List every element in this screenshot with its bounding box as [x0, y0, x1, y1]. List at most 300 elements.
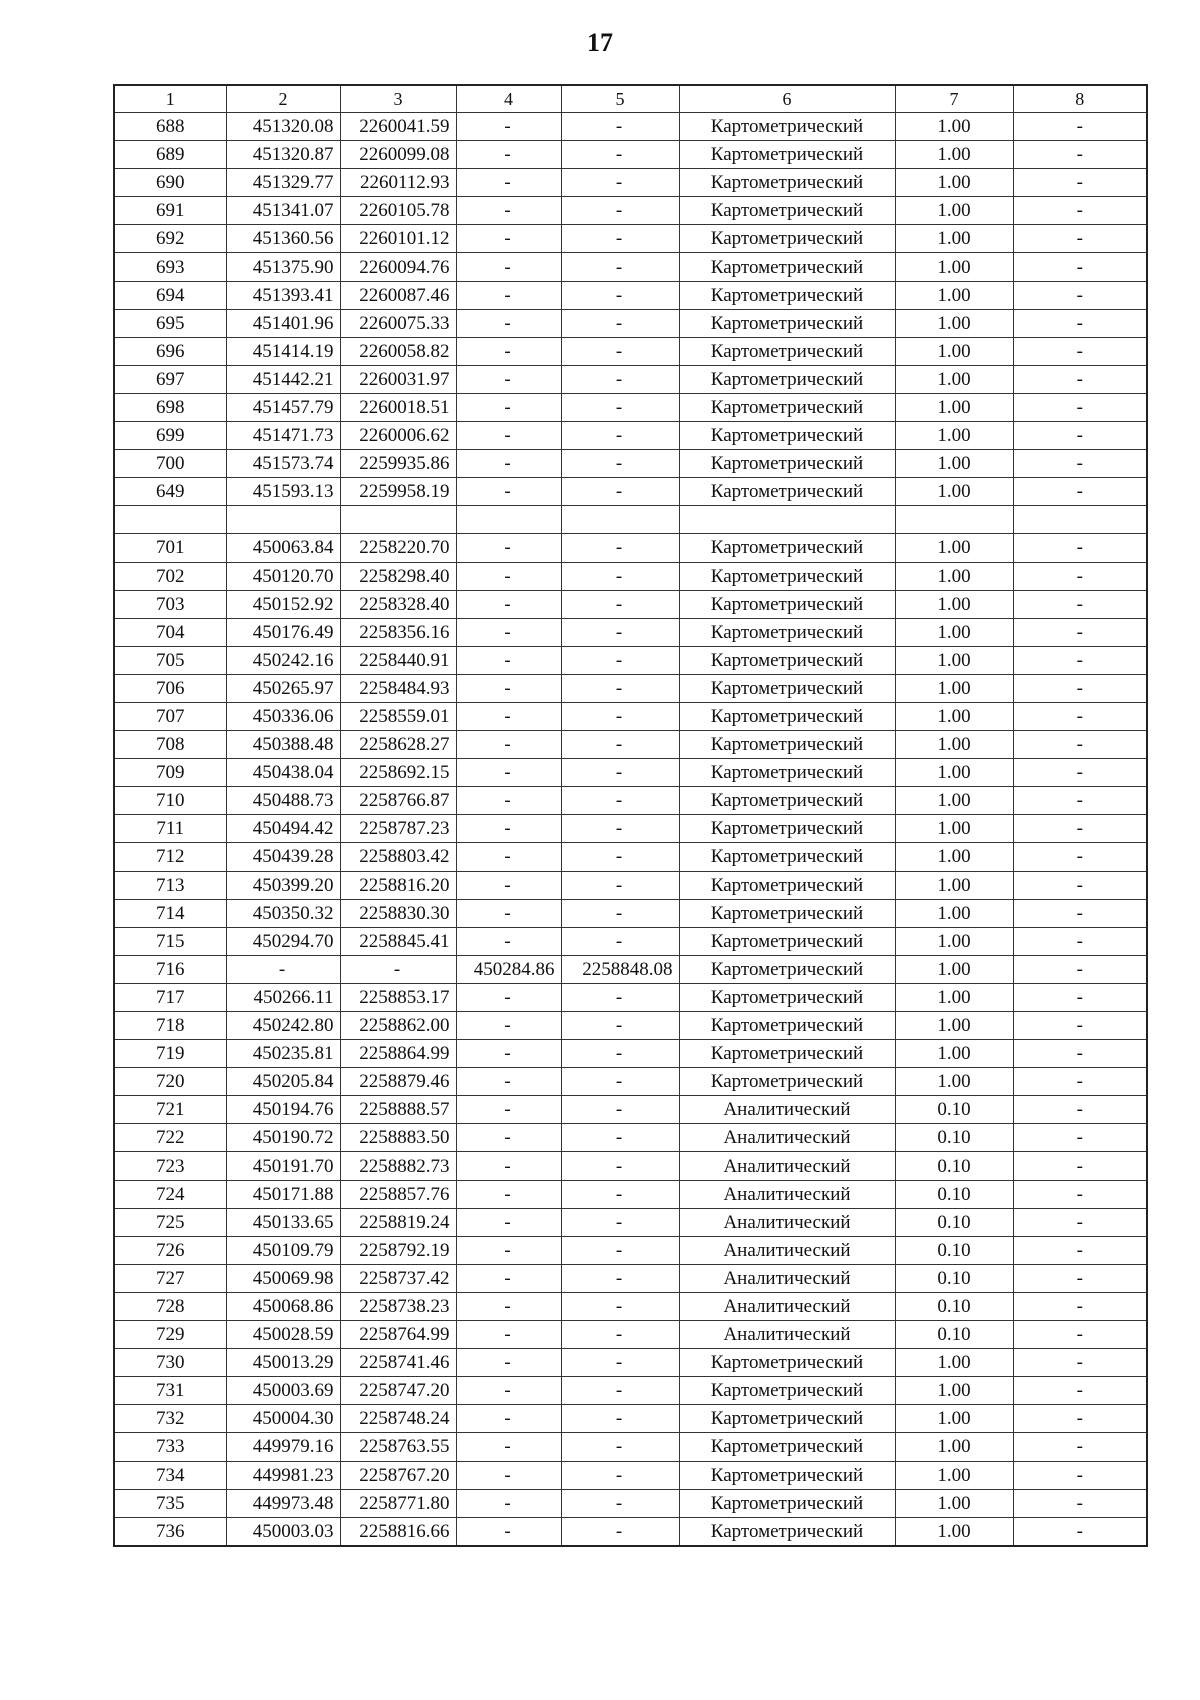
method-cell: Картометрический [679, 225, 895, 253]
method-cell: Аналитический [679, 1236, 895, 1264]
x-coordinate-cell: 450028.59 [226, 1321, 340, 1349]
accuracy-cell: 1.00 [895, 113, 1013, 141]
y-coordinate-cell: - [340, 955, 456, 983]
description-cell: - [1013, 787, 1147, 815]
x-new-coordinate-cell: - [456, 365, 561, 393]
y-coordinate-cell: 2258792.19 [340, 1236, 456, 1264]
accuracy-cell: 1.00 [895, 253, 1013, 281]
y-coordinate-cell: 2258816.20 [340, 871, 456, 899]
accuracy-cell: 1.00 [895, 1377, 1013, 1405]
x-new-coordinate-cell: - [456, 478, 561, 506]
point-number-cell: 714 [114, 899, 226, 927]
x-coordinate-cell: 450004.30 [226, 1405, 340, 1433]
y-coordinate-cell: 2259958.19 [340, 478, 456, 506]
x-new-coordinate-cell: - [456, 646, 561, 674]
point-number-cell: 703 [114, 590, 226, 618]
table-row [114, 983, 1147, 1011]
y-coordinate-cell: 2258737.42 [340, 1264, 456, 1292]
description-cell: - [1013, 759, 1147, 787]
method-cell: Аналитический [679, 1208, 895, 1236]
accuracy-cell: 0.10 [895, 1208, 1013, 1236]
table-row [114, 843, 1147, 871]
method-cell: Картометрический [679, 169, 895, 197]
y-new-coordinate-cell: - [561, 1264, 679, 1292]
y-coordinate-cell: 2258787.23 [340, 815, 456, 843]
method-cell: Картометрический [679, 253, 895, 281]
x-new-coordinate-cell: - [456, 899, 561, 927]
x-coordinate-cell: 450120.70 [226, 562, 340, 590]
description-cell: - [1013, 113, 1147, 141]
table-row [114, 702, 1147, 730]
x-coordinate-cell: 451442.21 [226, 365, 340, 393]
accuracy-cell: 1.00 [895, 1405, 1013, 1433]
x-coordinate-cell: 451414.19 [226, 337, 340, 365]
y-new-coordinate-cell: - [561, 843, 679, 871]
description-cell: - [1013, 1096, 1147, 1124]
method-cell: Картометрический [679, 562, 895, 590]
y-new-coordinate-cell [561, 506, 679, 534]
x-coordinate-cell [226, 506, 340, 534]
table-row [114, 309, 1147, 337]
method-cell: Аналитический [679, 1152, 895, 1180]
accuracy-cell: 1.00 [895, 1433, 1013, 1461]
y-coordinate-cell: 2260094.76 [340, 253, 456, 281]
x-new-coordinate-cell: - [456, 113, 561, 141]
method-cell: Картометрический [679, 393, 895, 421]
x-coordinate-cell: 451320.87 [226, 141, 340, 169]
accuracy-cell: 1.00 [895, 1349, 1013, 1377]
x-coordinate-cell: 451360.56 [226, 225, 340, 253]
table-row [114, 1096, 1147, 1124]
point-number-cell: 692 [114, 225, 226, 253]
point-number-cell: 711 [114, 815, 226, 843]
table-row [114, 1461, 1147, 1489]
x-new-coordinate-cell: - [456, 1040, 561, 1068]
description-cell: - [1013, 1040, 1147, 1068]
x-coordinate-cell: - [226, 955, 340, 983]
accuracy-cell: 1.00 [895, 1517, 1013, 1546]
accuracy-cell: 1.00 [895, 899, 1013, 927]
y-new-coordinate-cell: - [561, 365, 679, 393]
point-number-cell: 688 [114, 113, 226, 141]
accuracy-cell: 1.00 [895, 169, 1013, 197]
description-cell: - [1013, 1321, 1147, 1349]
x-coordinate-cell: 450266.11 [226, 983, 340, 1011]
point-number-cell: 727 [114, 1264, 226, 1292]
y-new-coordinate-cell: - [561, 281, 679, 309]
x-coordinate-cell: 450399.20 [226, 871, 340, 899]
y-new-coordinate-cell: - [561, 787, 679, 815]
method-cell: Картометрический [679, 815, 895, 843]
description-cell: - [1013, 281, 1147, 309]
accuracy-cell: 1.00 [895, 393, 1013, 421]
y-coordinate-cell: 2260031.97 [340, 365, 456, 393]
x-coordinate-cell: 450242.80 [226, 1012, 340, 1040]
y-new-coordinate-cell: - [561, 674, 679, 702]
method-cell: Картометрический [679, 702, 895, 730]
x-new-coordinate-cell: - [456, 1180, 561, 1208]
x-coordinate-cell: 451329.77 [226, 169, 340, 197]
x-new-coordinate-cell: - [456, 393, 561, 421]
method-cell: Картометрический [679, 955, 895, 983]
description-cell: - [1013, 1236, 1147, 1264]
accuracy-cell: 0.10 [895, 1236, 1013, 1264]
y-coordinate-cell: 2260105.78 [340, 197, 456, 225]
table-row [114, 506, 1147, 534]
accuracy-cell: 1.00 [895, 955, 1013, 983]
x-new-coordinate-cell: - [456, 871, 561, 899]
table-row [114, 815, 1147, 843]
x-coordinate-cell: 450003.69 [226, 1377, 340, 1405]
column-header-1: 1 [114, 85, 226, 113]
point-number-cell: 695 [114, 309, 226, 337]
point-number-cell: 735 [114, 1489, 226, 1517]
column-header-8: 8 [1013, 85, 1147, 113]
y-new-coordinate-cell: - [561, 309, 679, 337]
method-cell: Картометрический [679, 281, 895, 309]
y-new-coordinate-cell: - [561, 927, 679, 955]
y-coordinate-cell: 2260087.46 [340, 281, 456, 309]
x-coordinate-cell: 450235.81 [226, 1040, 340, 1068]
y-coordinate-cell: 2258220.70 [340, 534, 456, 562]
method-cell: Картометрический [679, 1517, 895, 1546]
description-cell: - [1013, 562, 1147, 590]
point-number-cell: 717 [114, 983, 226, 1011]
x-coordinate-cell: 450190.72 [226, 1124, 340, 1152]
description-cell: - [1013, 393, 1147, 421]
accuracy-cell: 1.00 [895, 731, 1013, 759]
point-number-cell: 713 [114, 871, 226, 899]
y-coordinate-cell: 2260058.82 [340, 337, 456, 365]
x-coordinate-cell: 450068.86 [226, 1292, 340, 1320]
table-row [114, 1405, 1147, 1433]
y-new-coordinate-cell: - [561, 450, 679, 478]
accuracy-cell: 1.00 [895, 1068, 1013, 1096]
y-coordinate-cell: 2258771.80 [340, 1489, 456, 1517]
description-cell: - [1013, 646, 1147, 674]
description-cell: - [1013, 141, 1147, 169]
description-cell: - [1013, 225, 1147, 253]
x-new-coordinate-cell: - [456, 1096, 561, 1124]
y-coordinate-cell: 2258692.15 [340, 759, 456, 787]
accuracy-cell: 1.00 [895, 450, 1013, 478]
point-number-cell: 726 [114, 1236, 226, 1264]
y-coordinate-cell: 2258845.41 [340, 927, 456, 955]
table-row [114, 1012, 1147, 1040]
y-coordinate-cell: 2258864.99 [340, 1040, 456, 1068]
accuracy-cell: 1.00 [895, 674, 1013, 702]
description-cell: - [1013, 534, 1147, 562]
table-row [114, 253, 1147, 281]
method-cell: Картометрический [679, 871, 895, 899]
x-coordinate-cell: 449981.23 [226, 1461, 340, 1489]
y-coordinate-cell: 2260101.12 [340, 225, 456, 253]
y-new-coordinate-cell: - [561, 1096, 679, 1124]
y-new-coordinate-cell: - [561, 702, 679, 730]
point-number-cell: 708 [114, 731, 226, 759]
description-cell: - [1013, 1264, 1147, 1292]
table-row [114, 113, 1147, 141]
table-row [114, 1068, 1147, 1096]
method-cell: Аналитический [679, 1292, 895, 1320]
description-cell: - [1013, 1433, 1147, 1461]
y-coordinate-cell: 2258440.91 [340, 646, 456, 674]
accuracy-cell: 1.00 [895, 197, 1013, 225]
y-new-coordinate-cell: - [561, 1405, 679, 1433]
y-new-coordinate-cell: - [561, 1349, 679, 1377]
accuracy-cell: 1.00 [895, 534, 1013, 562]
table-row [114, 337, 1147, 365]
method-cell: Картометрический [679, 365, 895, 393]
x-new-coordinate-cell: - [456, 927, 561, 955]
method-cell: Картометрический [679, 141, 895, 169]
accuracy-cell: 0.10 [895, 1321, 1013, 1349]
x-new-coordinate-cell: - [456, 169, 561, 197]
description-cell: - [1013, 365, 1147, 393]
y-coordinate-cell: 2258819.24 [340, 1208, 456, 1236]
x-coordinate-cell: 450350.32 [226, 899, 340, 927]
page-number: 17 [587, 28, 613, 57]
y-coordinate-cell: 2258766.87 [340, 787, 456, 815]
x-coordinate-cell: 451593.13 [226, 478, 340, 506]
accuracy-cell: 0.10 [895, 1264, 1013, 1292]
y-new-coordinate-cell: - [561, 759, 679, 787]
x-new-coordinate-cell: - [456, 1433, 561, 1461]
point-number-cell: 702 [114, 562, 226, 590]
y-coordinate-cell: 2258628.27 [340, 731, 456, 759]
table-row [114, 422, 1147, 450]
accuracy-cell: 0.10 [895, 1152, 1013, 1180]
x-new-coordinate-cell: - [456, 197, 561, 225]
y-new-coordinate-cell: - [561, 197, 679, 225]
y-coordinate-cell: 2258888.57 [340, 1096, 456, 1124]
x-new-coordinate-cell: - [456, 1208, 561, 1236]
y-new-coordinate-cell: - [561, 113, 679, 141]
description-cell: - [1013, 674, 1147, 702]
accuracy-cell: 1.00 [895, 927, 1013, 955]
y-new-coordinate-cell: - [561, 1433, 679, 1461]
y-new-coordinate-cell: - [561, 1040, 679, 1068]
x-coordinate-cell: 450488.73 [226, 787, 340, 815]
y-new-coordinate-cell: - [561, 1377, 679, 1405]
x-coordinate-cell: 450133.65 [226, 1208, 340, 1236]
x-coordinate-cell: 451341.07 [226, 197, 340, 225]
method-cell: Картометрический [679, 1068, 895, 1096]
point-number-cell: 705 [114, 646, 226, 674]
table-row [114, 927, 1147, 955]
y-new-coordinate-cell: - [561, 646, 679, 674]
description-cell: - [1013, 815, 1147, 843]
point-number-cell: 716 [114, 955, 226, 983]
x-coordinate-cell: 450191.70 [226, 1152, 340, 1180]
x-new-coordinate-cell: - [456, 1152, 561, 1180]
column-header-7: 7 [895, 85, 1013, 113]
table-row [114, 618, 1147, 646]
y-new-coordinate-cell: - [561, 393, 679, 421]
x-coordinate-cell: 450013.29 [226, 1349, 340, 1377]
y-new-coordinate-cell: - [561, 983, 679, 1011]
y-new-coordinate-cell: - [561, 141, 679, 169]
x-new-coordinate-cell: - [456, 309, 561, 337]
y-new-coordinate-cell: - [561, 225, 679, 253]
y-coordinate-cell: 2258741.46 [340, 1349, 456, 1377]
accuracy-cell: 0.10 [895, 1124, 1013, 1152]
point-number-cell: 722 [114, 1124, 226, 1152]
accuracy-cell: 1.00 [895, 1012, 1013, 1040]
y-coordinate-cell: 2258816.66 [340, 1517, 456, 1546]
x-new-coordinate-cell: - [456, 141, 561, 169]
description-cell: - [1013, 618, 1147, 646]
x-new-coordinate-cell: - [456, 1264, 561, 1292]
y-coordinate-cell: 2258857.76 [340, 1180, 456, 1208]
method-cell: Картометрический [679, 1433, 895, 1461]
accuracy-cell: 1.00 [895, 365, 1013, 393]
x-coordinate-cell: 451573.74 [226, 450, 340, 478]
x-coordinate-cell: 450205.84 [226, 1068, 340, 1096]
x-coordinate-cell: 450194.76 [226, 1096, 340, 1124]
column-header-2: 2 [226, 85, 340, 113]
y-new-coordinate-cell: - [561, 899, 679, 927]
method-cell: Аналитический [679, 1264, 895, 1292]
column-header-3: 3 [340, 85, 456, 113]
x-new-coordinate-cell: - [456, 731, 561, 759]
accuracy-cell: 1.00 [895, 1040, 1013, 1068]
x-new-coordinate-cell: - [456, 422, 561, 450]
point-number-cell: 698 [114, 393, 226, 421]
accuracy-cell: 1.00 [895, 787, 1013, 815]
y-new-coordinate-cell: - [561, 534, 679, 562]
method-cell: Картометрический [679, 590, 895, 618]
point-number-cell: 723 [114, 1152, 226, 1180]
y-new-coordinate-cell: - [561, 1461, 679, 1489]
method-cell: Картометрический [679, 1461, 895, 1489]
y-coordinate-cell: 2258764.99 [340, 1321, 456, 1349]
point-number-cell: 725 [114, 1208, 226, 1236]
table-row [114, 169, 1147, 197]
point-number-cell: 736 [114, 1517, 226, 1546]
accuracy-cell: 0.10 [895, 1096, 1013, 1124]
y-new-coordinate-cell: - [561, 1292, 679, 1320]
x-new-coordinate-cell: - [456, 702, 561, 730]
point-number-cell: 719 [114, 1040, 226, 1068]
table-row [114, 1433, 1147, 1461]
point-number-cell: 707 [114, 702, 226, 730]
description-cell: - [1013, 1349, 1147, 1377]
x-coordinate-cell: 450152.92 [226, 590, 340, 618]
table-row [114, 1349, 1147, 1377]
y-new-coordinate-cell: - [561, 1489, 679, 1517]
y-new-coordinate-cell: - [561, 169, 679, 197]
x-new-coordinate-cell: - [456, 253, 561, 281]
x-coordinate-cell: 451471.73 [226, 422, 340, 450]
y-coordinate-cell: 2258484.93 [340, 674, 456, 702]
y-coordinate-cell: 2258883.50 [340, 1124, 456, 1152]
accuracy-cell [895, 506, 1013, 534]
point-number-cell: 694 [114, 281, 226, 309]
point-number-cell: 731 [114, 1377, 226, 1405]
y-coordinate-cell: 2258328.40 [340, 590, 456, 618]
point-number-cell: 733 [114, 1433, 226, 1461]
y-coordinate-cell: 2258356.16 [340, 618, 456, 646]
point-number-cell: 734 [114, 1461, 226, 1489]
table-row [114, 899, 1147, 927]
description-cell: - [1013, 899, 1147, 927]
x-new-coordinate-cell: - [456, 815, 561, 843]
accuracy-cell: 1.00 [895, 281, 1013, 309]
x-coordinate-cell: 451457.79 [226, 393, 340, 421]
description-cell: - [1013, 197, 1147, 225]
y-coordinate-cell: 2258853.17 [340, 983, 456, 1011]
method-cell: Картометрический [679, 759, 895, 787]
table-row [114, 1377, 1147, 1405]
method-cell: Картометрический [679, 1040, 895, 1068]
point-number-cell: 729 [114, 1321, 226, 1349]
y-coordinate-cell: 2260006.62 [340, 422, 456, 450]
x-new-coordinate-cell: - [456, 590, 561, 618]
x-new-coordinate-cell: - [456, 1377, 561, 1405]
description-cell: - [1013, 1377, 1147, 1405]
point-number-cell: 693 [114, 253, 226, 281]
x-new-coordinate-cell: 450284.86 [456, 955, 561, 983]
coordinates-table [113, 84, 1148, 1547]
description-cell: - [1013, 955, 1147, 983]
table-row [114, 1264, 1147, 1292]
method-cell: Картометрический [679, 1012, 895, 1040]
y-new-coordinate-cell: - [561, 1124, 679, 1152]
table-row [114, 1321, 1147, 1349]
description-cell: - [1013, 927, 1147, 955]
y-coordinate-cell: 2258298.40 [340, 562, 456, 590]
y-new-coordinate-cell: - [561, 337, 679, 365]
x-coordinate-cell: 450265.97 [226, 674, 340, 702]
x-coordinate-cell: 450003.03 [226, 1517, 340, 1546]
y-new-coordinate-cell: - [561, 422, 679, 450]
accuracy-cell: 1.00 [895, 759, 1013, 787]
point-number-cell: 696 [114, 337, 226, 365]
point-number-cell: 728 [114, 1292, 226, 1320]
x-new-coordinate-cell: - [456, 562, 561, 590]
accuracy-cell: 1.00 [895, 871, 1013, 899]
table-row [114, 1124, 1147, 1152]
x-coordinate-cell: 450438.04 [226, 759, 340, 787]
x-new-coordinate-cell: - [456, 1012, 561, 1040]
x-coordinate-cell: 451320.08 [226, 113, 340, 141]
method-cell: Картометрический [679, 534, 895, 562]
y-coordinate-cell: 2260112.93 [340, 169, 456, 197]
point-number-cell: 720 [114, 1068, 226, 1096]
description-cell: - [1013, 450, 1147, 478]
method-cell: Картометрический [679, 450, 895, 478]
accuracy-cell: 1.00 [895, 562, 1013, 590]
point-number-cell: 715 [114, 927, 226, 955]
x-new-coordinate-cell: - [456, 983, 561, 1011]
y-new-coordinate-cell: - [561, 1321, 679, 1349]
method-cell: Картометрический [679, 843, 895, 871]
x-coordinate-cell: 450063.84 [226, 534, 340, 562]
table-row [114, 225, 1147, 253]
accuracy-cell: 1.00 [895, 646, 1013, 674]
description-cell: - [1013, 1012, 1147, 1040]
point-number-cell: 700 [114, 450, 226, 478]
x-new-coordinate-cell: - [456, 534, 561, 562]
description-cell: - [1013, 1489, 1147, 1517]
method-cell: Картометрический [679, 983, 895, 1011]
y-new-coordinate-cell: - [561, 1012, 679, 1040]
y-coordinate-cell: 2260075.33 [340, 309, 456, 337]
column-header-5: 5 [561, 85, 679, 113]
x-coordinate-cell: 449973.48 [226, 1489, 340, 1517]
point-number-cell: 721 [114, 1096, 226, 1124]
